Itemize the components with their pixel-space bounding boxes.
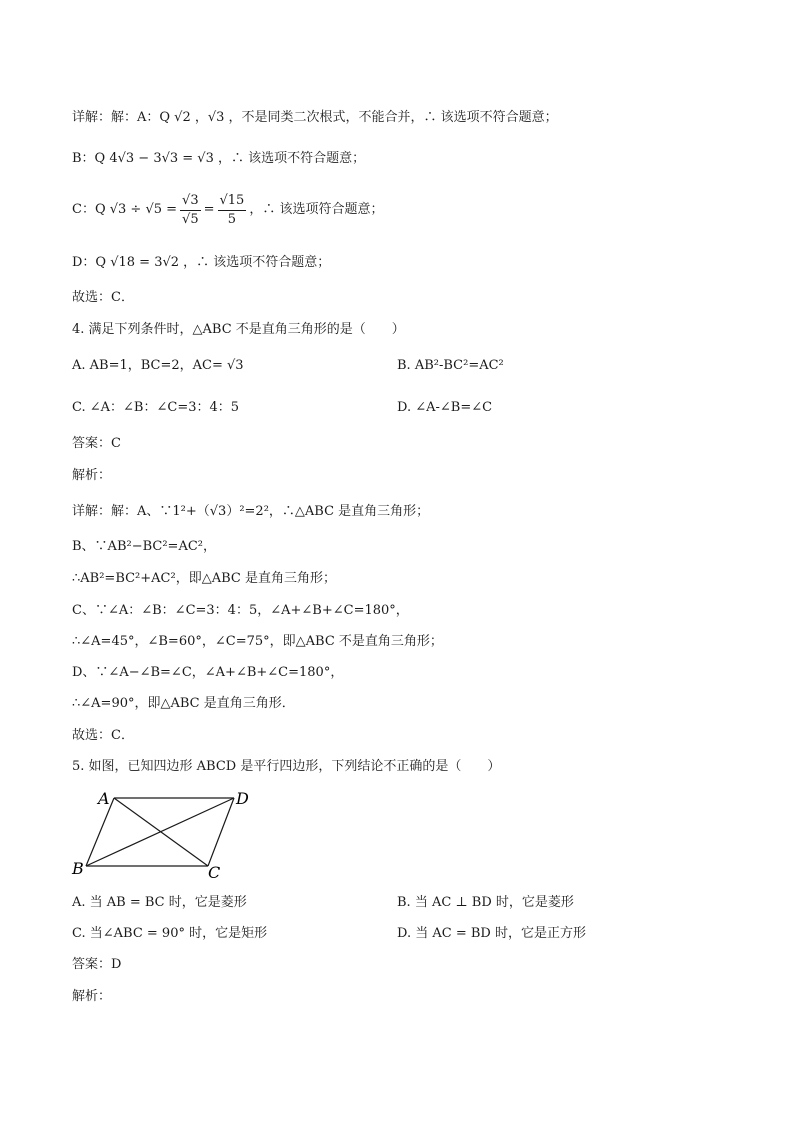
q3-c-fraction-1 xyxy=(180,192,201,229)
q4-option-d: D. ∠A-∠B=∠C xyxy=(397,400,493,415)
q4-answer: 答案：C xyxy=(72,436,121,451)
q5-option-b: B. 当 AC ⊥ BD 时，它是菱形 xyxy=(397,895,574,910)
q4-option-c: C. ∠A：∠B：∠C=3：4：5 xyxy=(72,400,240,415)
q3-detail-b: B：Q 4√3 − 3√3 = √3 ，∴ 该选项不符合题意； xyxy=(72,151,366,166)
q4-analysis-line: D、∵∠A−∠B=∠C，∠A+∠B+∠C=180°， xyxy=(72,665,344,680)
q3-c-prefix: C：Q √3 ÷ √5 = xyxy=(72,202,178,217)
q3-detail-d: D：Q √18 = 3√2 ，∴ 该选项不符合题意； xyxy=(72,255,331,270)
q4-analysis-line: 详解：解：A、∵1²+（√3）²=2²，∴△ABC 是直角三角形； xyxy=(72,504,430,519)
q5-analysis-label: 解析： xyxy=(72,989,112,1004)
q5-option-c: C. 当∠ABC = 90° 时，它是矩形 xyxy=(72,926,268,941)
q4-analysis-line: ∴∠A=90°，即△ABC 是直角三角形． xyxy=(72,696,295,711)
q3-c-frac1-num: √3 xyxy=(180,192,201,211)
vertex-label-a: A xyxy=(98,789,110,808)
q4-option-a: A. AB=1，BC=2，AC= √3 xyxy=(72,358,244,373)
q4-analysis-line: ∴∠A=45°，∠B=60°，∠C=75°，即△ABC 不是直角三角形； xyxy=(72,634,443,649)
q4-analysis-label: 解析： xyxy=(72,468,112,483)
parallelogram-figure xyxy=(66,784,266,880)
q5-option-a: A. 当 AB = BC 时，它是菱形 xyxy=(72,895,247,910)
q3-detail-a: 详解：解：A：Q √2 ，√3 ，不是同类二次根式，不能合并，∴ 该选项不符合题意； xyxy=(72,110,558,125)
q3-c-frac2-den: 5 xyxy=(227,211,237,227)
q3-c-eq: = xyxy=(203,202,215,217)
vertex-label-b: B xyxy=(72,859,84,878)
q3-c-suffix: ，∴ 该选项符合题意； xyxy=(249,202,384,217)
q4-analysis-line: B、∵AB²−BC²=AC²， xyxy=(72,539,216,554)
vertex-label-d: D xyxy=(236,789,249,808)
q3-c-frac1-den: √5 xyxy=(182,211,199,227)
q3-detail-c xyxy=(72,190,383,230)
side-ba xyxy=(86,798,114,866)
q5-answer: 答案：D xyxy=(72,957,122,972)
q4-analysis-line: C、∵∠A：∠B：∠C=3：4：5，∠A+∠B+∠C=180°， xyxy=(72,603,409,618)
q3-c-fraction-2 xyxy=(218,192,247,229)
q4-option-b: B. AB²-BC²=AC² xyxy=(397,358,504,373)
q4-analysis-line: 故选：C． xyxy=(72,728,134,743)
q4-analysis-line: ∴AB²=BC²+AC²，即△ABC 是直角三角形； xyxy=(72,571,336,586)
q3-c-frac2-num: √15 xyxy=(218,192,247,211)
q3-choice: 故选：C． xyxy=(72,290,134,305)
vertex-label-c: C xyxy=(208,863,221,880)
q5-option-d: D. 当 AC = BD 时，它是正方形 xyxy=(397,926,586,941)
q5-stem: 5. 如图，已知四边形 ABCD 是平行四边形，下列结论不正确的是（ ） xyxy=(72,759,501,774)
q4-stem: 4. 满足下列条件时，△ABC 不是直角三角形的是（ ） xyxy=(72,322,405,337)
